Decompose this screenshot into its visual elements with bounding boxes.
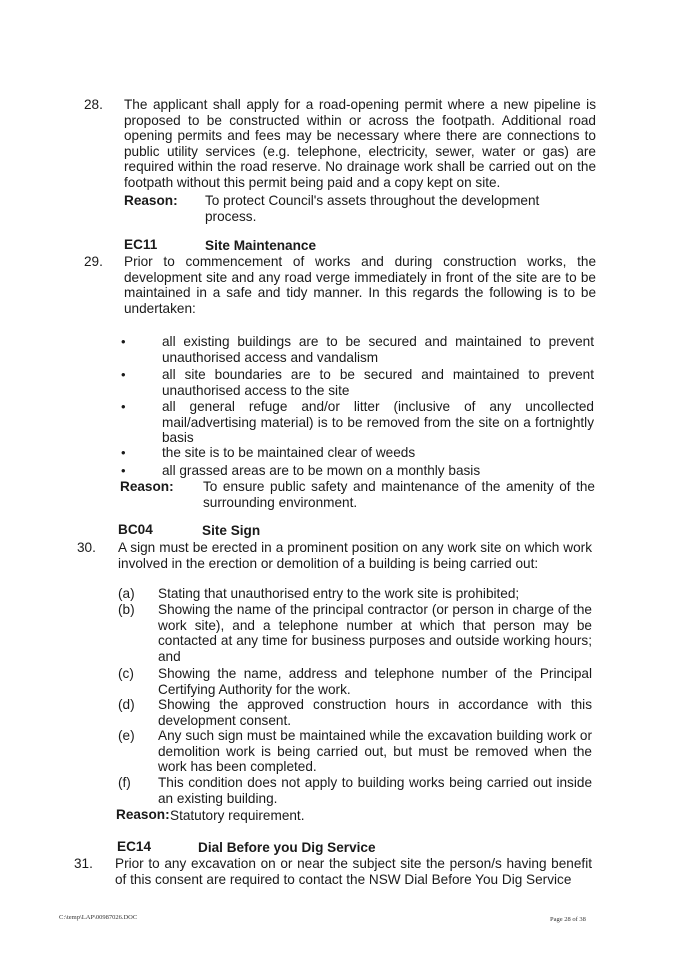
bullet-text: all site boundaries are to be secured and maintained to prevent unauthorised access to the site [162, 367, 594, 398]
item-text-28: The applicant shall apply for a road-opening permit where a new pipeline is proposed to be constructed within or across the footpath. Additional road opening permits and fees may be necessary where there are connections to public utility services (e.g. telephone, electricity, sewer, water or gas) are required within the road reserve. No drainage work shall be carried out on the footpath without this permit being paid and a copy kept on site. [124, 97, 596, 190]
bullet-icon: • [121, 399, 126, 414]
bullet-icon: • [121, 367, 126, 382]
condition-code-bc04: BC04 [118, 522, 153, 537]
item-text-31: Prior to any excavation on or near the subject site the person/s having benefit of this consent are required to contact the NSW Dial Before You Dig Service [115, 856, 592, 887]
reason-text-29: To ensure public safety and maintenance of the amenity of the surrounding environment. [203, 479, 595, 510]
bullet-text: all existing buildings are to be secured and maintained to prevent unauthorised access and vandalism [162, 334, 594, 365]
footer-file-path: C:\temp\LAP\00987026.DOC [59, 914, 138, 921]
condition-code-ec11: EC11 [124, 237, 158, 252]
subitem-text: Any such sign must be maintained while the excavation building work or demolition work is being carried out, but must be removed when the work has been completed. [158, 728, 592, 775]
subitem-text: Showing the name, address and telephone number of the Principal Certifying Authority for the work. [158, 666, 592, 697]
subitem-text: Showing the name of the principal contractor (or person in charge of the work site), and a telephone number at which that person may be contacted at any time for business purposes and outside working hours; and [158, 602, 592, 664]
subitem-text: Showing the approved construction hours in accordance with this development consent. [158, 697, 592, 728]
bullet-icon: • [121, 445, 126, 460]
item-text-30: A sign must be erected in a prominent position on any work site on which work involved in the erection or demolition of a building is being carried out: [118, 540, 592, 571]
item-text-29: Prior to commencement of works and during construction works, the development site and any road verge immediately in front of the site are to be maintained in a safe and tidy manner. In this regards the following is to be undertaken: [124, 254, 596, 316]
subitem-letter: (c) [118, 666, 134, 681]
bullet-text: all general refuge and/or litter (inclusive of any uncollected mail/advertising material) is to be removed from the site on a fortnightly basis [162, 399, 594, 446]
item-number-28: 28. [84, 97, 103, 112]
condition-title-site-maintenance: Site Maintenance [205, 238, 317, 253]
bullet-text: all grassed areas are to be mown on a monthly basis [162, 463, 481, 478]
reason-text-30: Statutory requirement. [170, 808, 305, 823]
footer-page-number: Page 28 of 38 [550, 916, 586, 923]
condition-title-site-sign: Site Sign [202, 523, 261, 538]
subitem-letter: (a) [118, 586, 135, 601]
reason-label-29: Reason: [120, 479, 174, 494]
bullet-icon: • [121, 334, 126, 349]
subitem-text: Stating that unauthorised entry to the work site is prohibited; [158, 586, 520, 601]
condition-title-dial-before-you-dig: Dial Before you Dig Service [198, 840, 376, 855]
bullet-icon: • [121, 463, 126, 478]
subitem-letter: (f) [118, 775, 131, 790]
subitem-letter: (b) [118, 602, 135, 617]
reason-label-30: Reason: [116, 807, 170, 822]
item-number-30: 30. [77, 540, 96, 555]
subitem-letter: (d) [118, 697, 135, 712]
reason-label-28: Reason: [124, 193, 178, 208]
item-number-31: 31. [74, 856, 93, 871]
subitem-text: This condition does not apply to building works being carried out inside an existing building. [158, 775, 592, 806]
condition-code-ec14: EC14 [117, 839, 152, 854]
bullet-text: the site is to be maintained clear of weeds [162, 445, 416, 460]
item-number-29: 29. [84, 254, 103, 269]
reason-text-28: To protect Council's assets throughout the development process. [205, 193, 540, 224]
subitem-letter: (e) [118, 728, 135, 743]
